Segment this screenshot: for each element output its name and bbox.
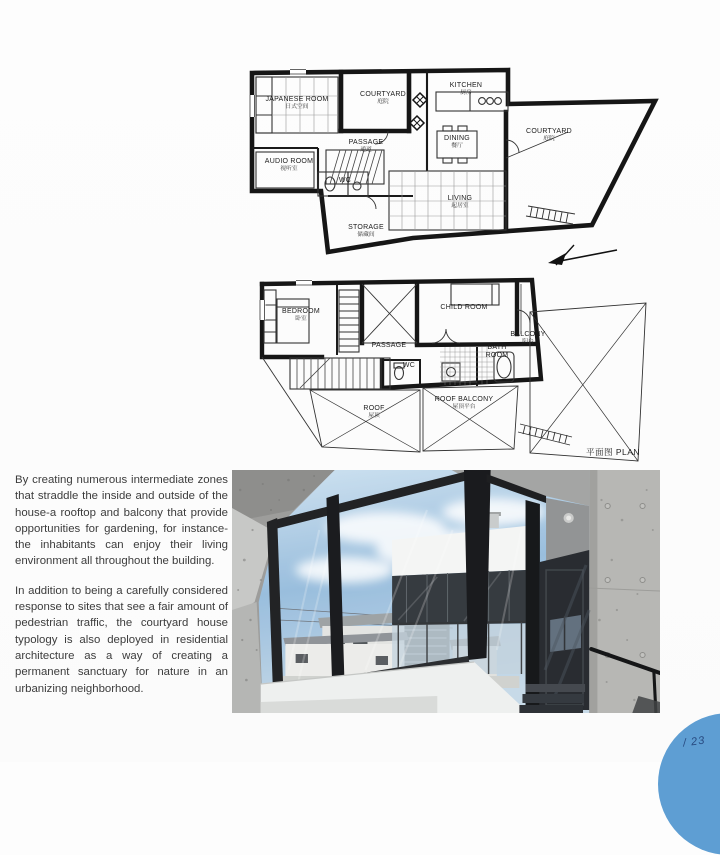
room-label-roof: ROOF 屋顶: [363, 405, 385, 419]
column-symbols: [410, 93, 427, 130]
room-label-passage-1: PASSAGE 通道: [348, 139, 384, 153]
room-label-wc-1: WC: [338, 177, 352, 184]
body-text: [15, 472, 228, 710]
second-floor-plan: [250, 268, 654, 468]
floor2-exterior-stairs: [518, 424, 572, 445]
page-number-circle: [658, 713, 720, 855]
floor2-stairs: [297, 358, 381, 389]
room-label-dining: DINING 餐厅: [444, 135, 470, 149]
room-label-roof-balcony: ROOF BALCONY 屋顶平台: [434, 396, 494, 410]
room-label-child-room: CHILD ROOM: [440, 304, 488, 311]
room-label-kitchen: KITCHEN 厨房: [449, 82, 483, 96]
room-label-bedroom: BEDROOM 卧室: [282, 308, 320, 322]
plan-caption: 平面图 PLAN: [586, 447, 641, 457]
room-label-audio-room: AUDIO ROOM 视听室: [264, 158, 314, 172]
floor1-exterior-stairs: [526, 206, 575, 224]
floor1-stairs: [330, 150, 382, 184]
building-photo: [232, 470, 660, 713]
north-arrow-icon: [548, 245, 617, 265]
room-label-courtyard-1: COURTYARD 庭院: [360, 91, 406, 105]
paragraph-1: By creating numerous intermediate zones that straddle the inside and outside of the house-a rooftop and balcony that provide opportunities for gardening, for instance-the inhabitants can enjoy their living environment all throughout the building.: [15, 474, 228, 568]
room-label-balcony: BALCONY 阳台: [510, 331, 546, 345]
page-number: / 23: [682, 734, 707, 750]
room-label-japanese-room: JAPANESE ROOM 日式空间: [265, 96, 329, 110]
photo-haze: [232, 470, 660, 713]
room-label-passage-2: PASSAGE: [371, 342, 407, 349]
room-label-bath-room: BATH ROOM: [485, 344, 509, 359]
room-label-living: LIVING 起居室: [447, 195, 473, 209]
paragraph-2: In addition to being a carefully considered response to sites that see a fair amount of pedestrian traffic, the courtyard house typology is also deployed in residential architecture as a way of creating a permanent sanctuary for nature in an urbanizing neighborhood.: [15, 584, 228, 695]
room-label-wc-2: WC: [402, 362, 416, 369]
room-label-courtyard-2: COURTYARD 庭院: [526, 128, 572, 142]
room-label-storage: STORAGE 储藏间: [348, 224, 384, 238]
